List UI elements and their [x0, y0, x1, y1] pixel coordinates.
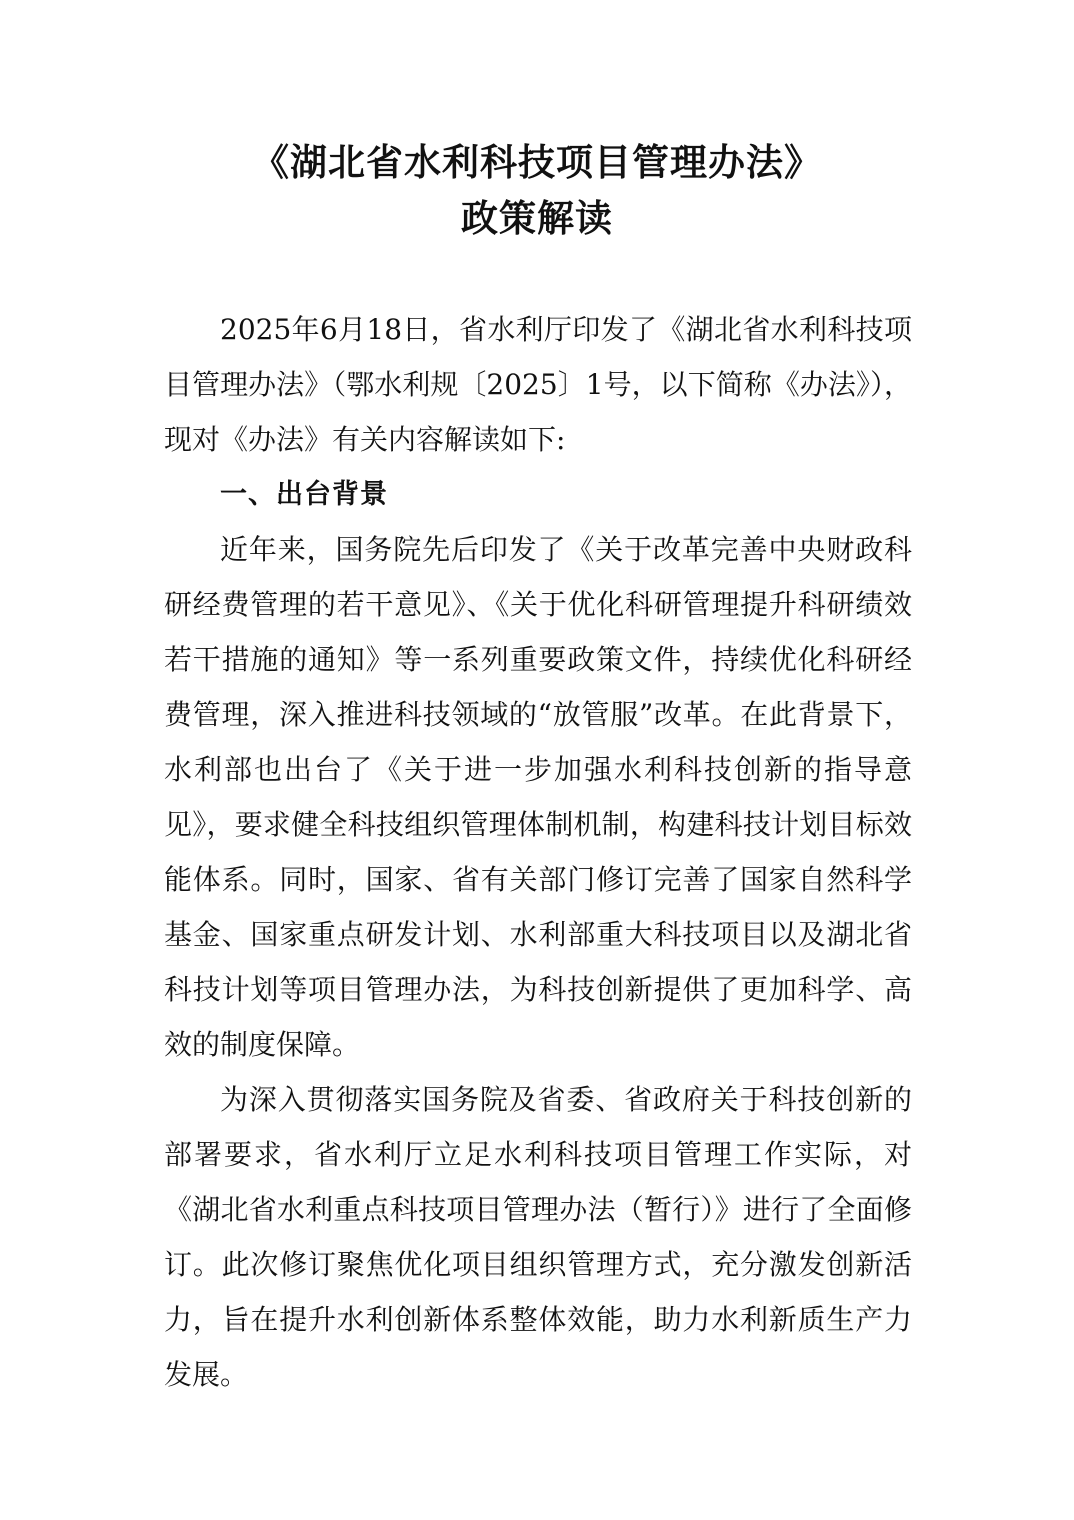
intro-paragraph: 2025年6月18日，省水利厅印发了《湖北省水利科技项目管理办法》（鄂水利规〔2025〕1号，以下简称《办法》），现对《办法》有关内容解读如下:	[164, 313, 912, 456]
background-paragraph-2: 为深入贯彻落实国务院及省委、省政府关于科技创新的部署要求，省水利厅立足水利科技项目管理工作实际，对《湖北省水利重点科技项目管理办法（暂行）》进行了全面修订。此次修订聚焦优化项目组织管理方式，充分激发创新活力，旨在提升水利创新体系整体效能，助力水利新质生产力发展。	[164, 1083, 912, 1391]
document-title: 《湖北省水利科技项目管理办法》	[252, 140, 822, 184]
document-subtitle: 政策解读	[461, 196, 613, 240]
background-paragraph-1: 近年来，国务院先后印发了《关于改革完善中央财政科研经费管理的若干意见》、《关于优化科研管理提升科研绩效若干措施的通知》等一系列重要政策文件，持续优化科研经费管理，深入推进科技领域的“放管服”改革。在此背景下，水利部也出台了《关于进一步加强水利科技创新的指导意见》，要求健全科技组织管理体制机制，构建科技计划目标效能体系。同时，国家、省有关部门修订完善了国家自然科学基金、国家重点研发计划、水利部重大科技项目以及湖北省科技计划等项目管理办法，为科技创新提供了更加科学、高效的制度保障。	[164, 533, 912, 1061]
section-heading-background: 一、出台背景	[220, 479, 388, 510]
document-body	[164, 302, 912, 1402]
